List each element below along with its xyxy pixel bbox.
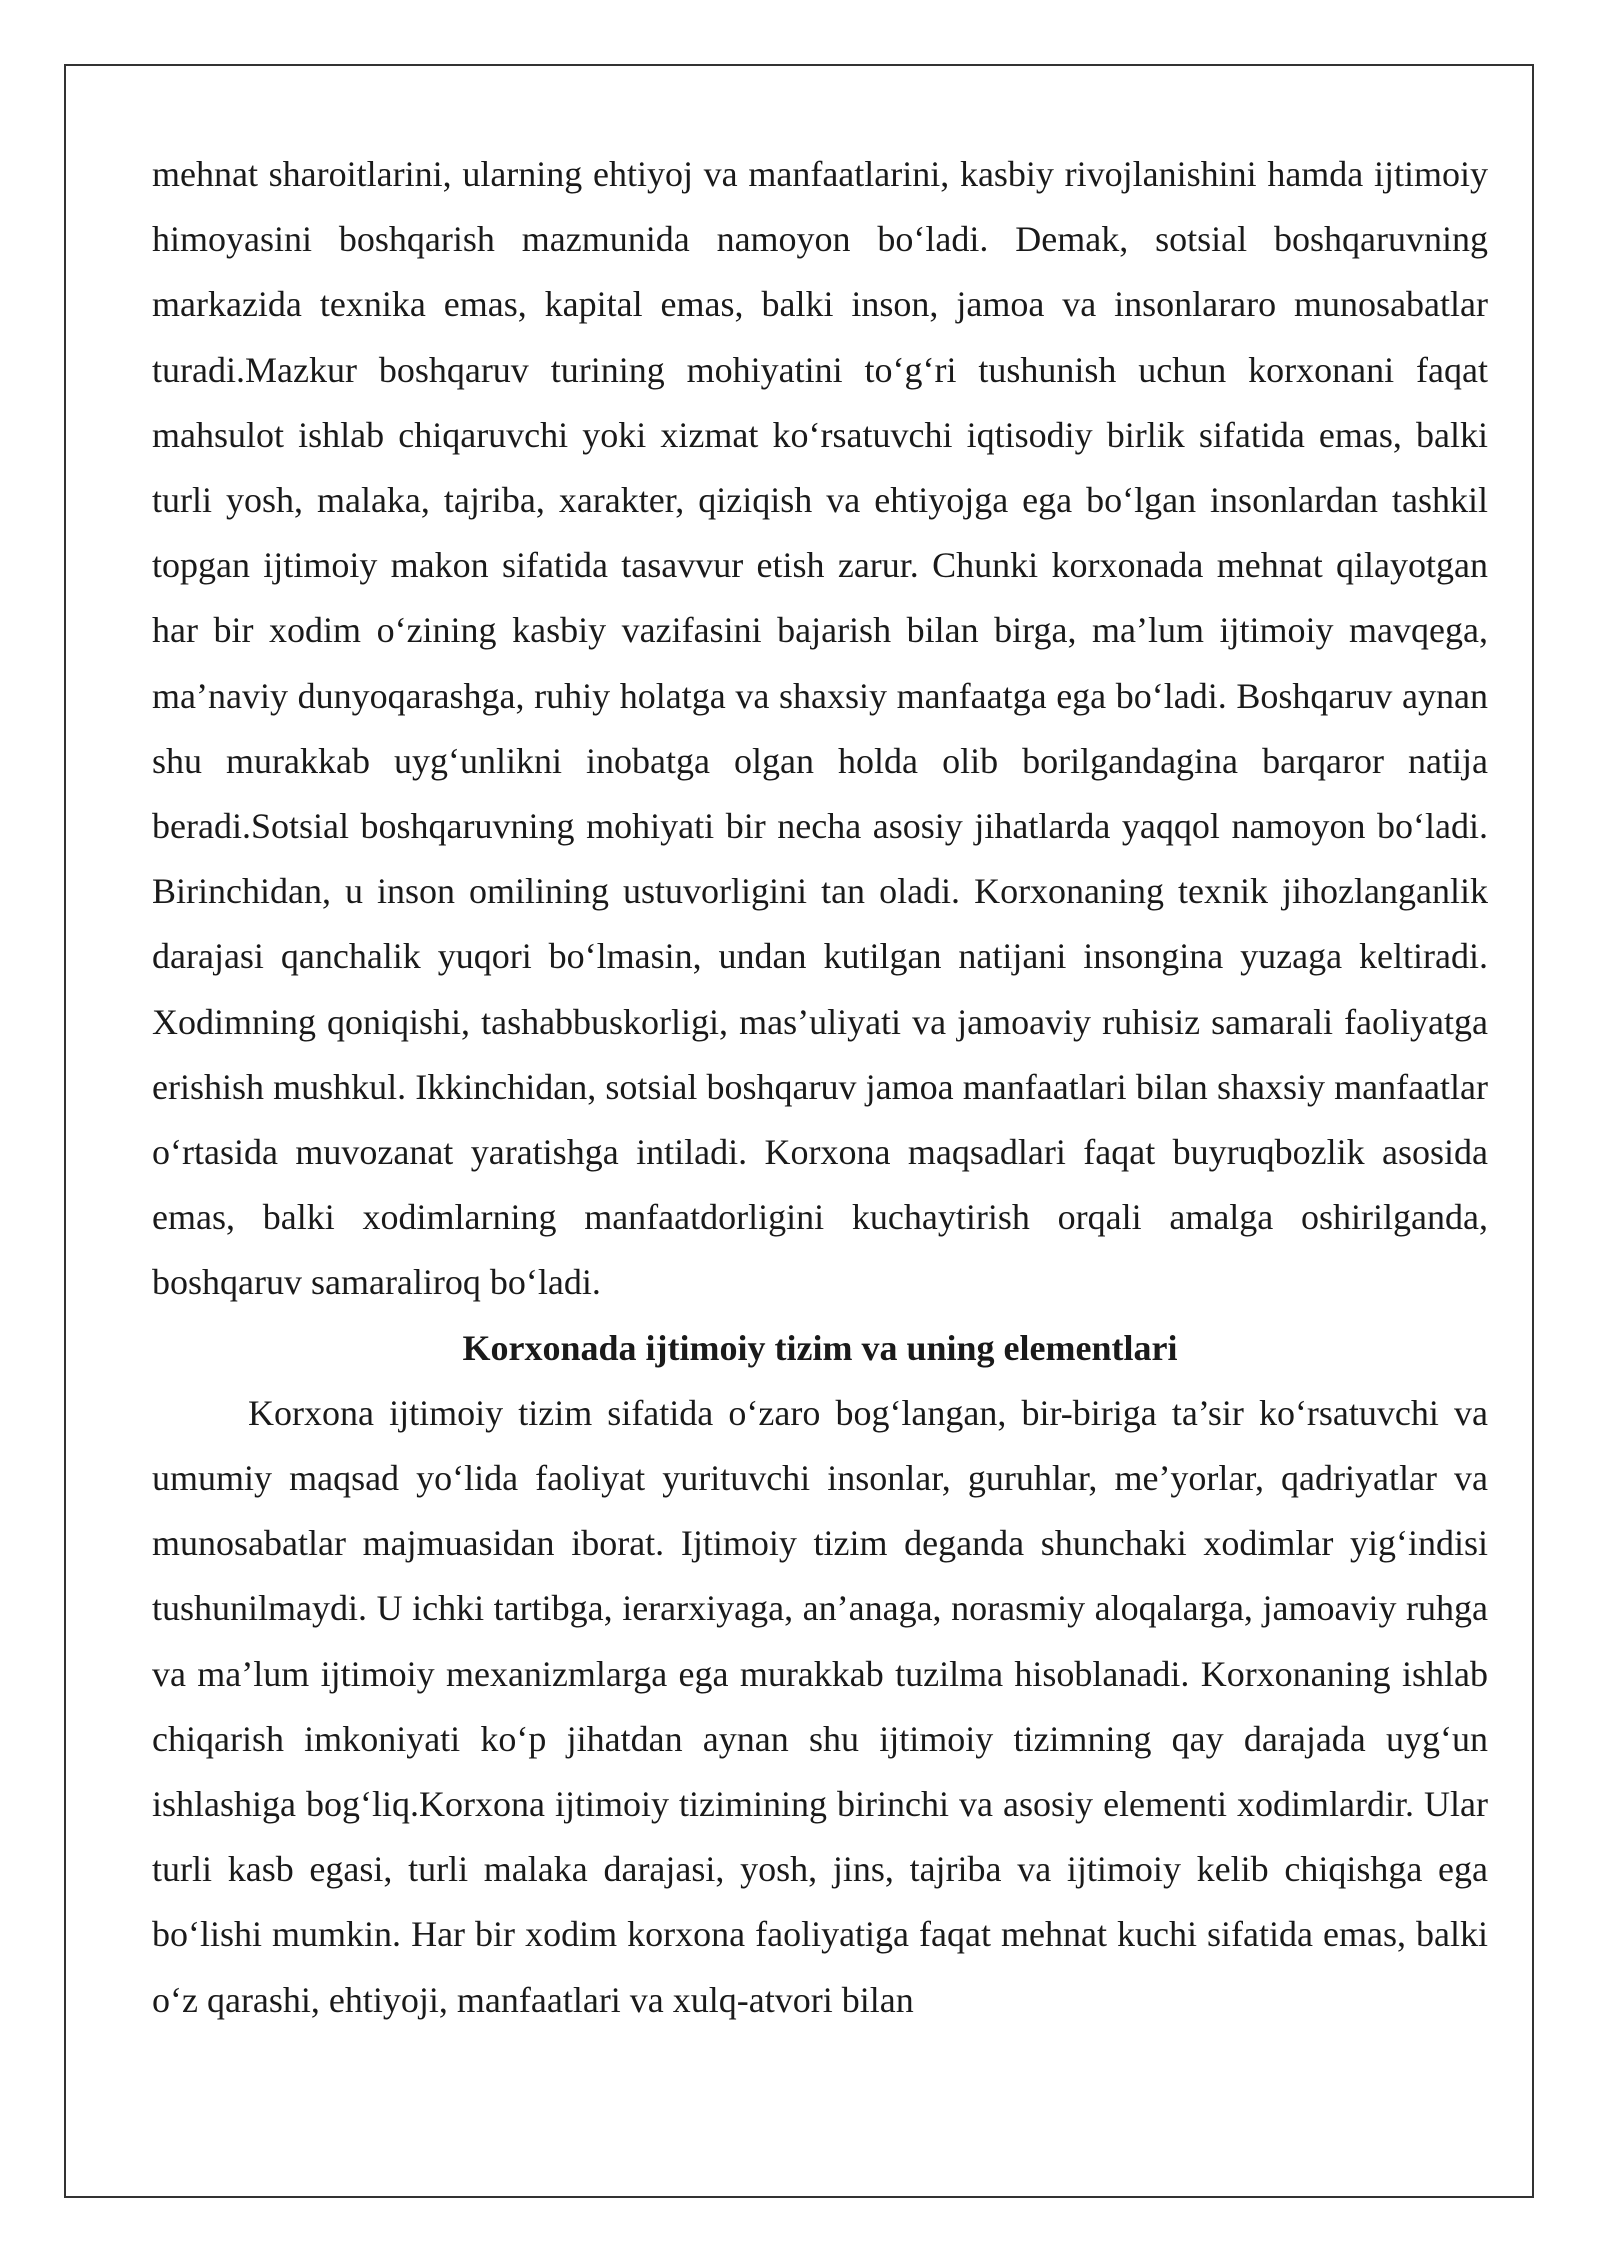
document-body	[152, 142, 1488, 2033]
section-heading: Korxonada ijtimoiy tizim va uning elementlari	[462, 1327, 1178, 1368]
paragraph-2: Korxona ijtimoiy tizim sifatida o‘zaro bog‘langan, bir-biriga ta’sir ko‘rsatuvchi va umumiy maqsad yo‘lida faoliyat yurituvchi insonlar, guruhlar, me’yorlar, qadriyatlar va munosabatlar majmuasidan iborat. Ijtimoiy tizim deganda shunchaki xodimlar yig‘indisi tushunilmaydi. U ichki tartibga, ierarxiyaga, an’anaga, norasmiy aloqalarga, jamoaviy ruhga va ma’lum ijtimoiy mexanizmlarga ega murakkab tuzilma hisoblanadi. Korxonaning ishlab chiqarish imkoniyati ko‘p jihatdan aynan shu ijtimoiy tizimning qay darajada uyg‘un ishlashiga bog‘liq.Korxona ijtimoiy tizimining birinchi va asosiy elementi xodimlardir. Ular turli kasb egasi, turli malaka darajasi, yosh, jins, tajriba va ijtimoiy kelib chiqishga ega bo‘lishi mumkin. Har bir xodim korxona faoliyatiga faqat mehnat kuchi sifatida emas, balki o‘z qarashi, ehtiyoji, manfaatlari va xulq-atvori bilan	[152, 1392, 1488, 2020]
paragraph-1: mehnat sharoitlarini, ularning ehtiyoj va manfaatlarini, kasbiy rivojlanishini hamda ijtimoiy himoyasini boshqarish mazmunida namoyon bo‘ladi. Demak, sotsial boshqaruvning markazida texnika emas, kapital emas, balki inson, jamoa va insonlararo munosabatlar turadi.Mazkur boshqaruv turining mohiyatini to‘g‘ri tushunish uchun korxonani faqat mahsulot ishlab chiqaruvchi yoki xizmat ko‘rsatuvchi iqtisodiy birlik sifatida emas, balki turli yosh, malaka, tajriba, xarakter, qiziqish va ehtiyojga ega bo‘lgan insonlardan tashkil topgan ijtimoiy makon sifatida tasavvur etish zarur. Chunki korxonada mehnat qilayotgan har bir xodim o‘zining kasbiy vazifasini bajarish bilan birga, ma’lum ijtimoiy mavqega, ma’naviy dunyoqarashga, ruhiy holatga va shaxsiy manfaatga ega bo‘ladi. Boshqaruv aynan shu murakkab uyg‘unlikni inobatga olgan holda olib borilgandagina barqaror natija beradi.Sotsial boshqaruvning mohiyati bir necha asosiy jihatlarda yaqqol namoyon bo‘ladi. Birinchidan, u inson omilining ustuvorligini tan oladi. Korxonaning texnik jihozlanganlik darajasi qanchalik yuqori bo‘lmasin, undan kutilgan natijani insongina yuzaga keltiradi. Xodimning qoniqishi, tashabbuskorligi, mas’uliyati va jamoaviy ruhisiz samarali faoliyatga erishish mushkul. Ikkinchidan, sotsial boshqaruv jamoa manfaatlari bilan shaxsiy manfaatlar o‘rtasida muvozanat yaratishga intiladi. Korxona maqsadlari faqat buyruqbozlik asosida emas, balki xodimlarning manfaatdorligini kuchaytirish orqali amalga oshirilganda, boshqaruv samaraliroq bo‘ladi.	[152, 154, 1488, 1303]
